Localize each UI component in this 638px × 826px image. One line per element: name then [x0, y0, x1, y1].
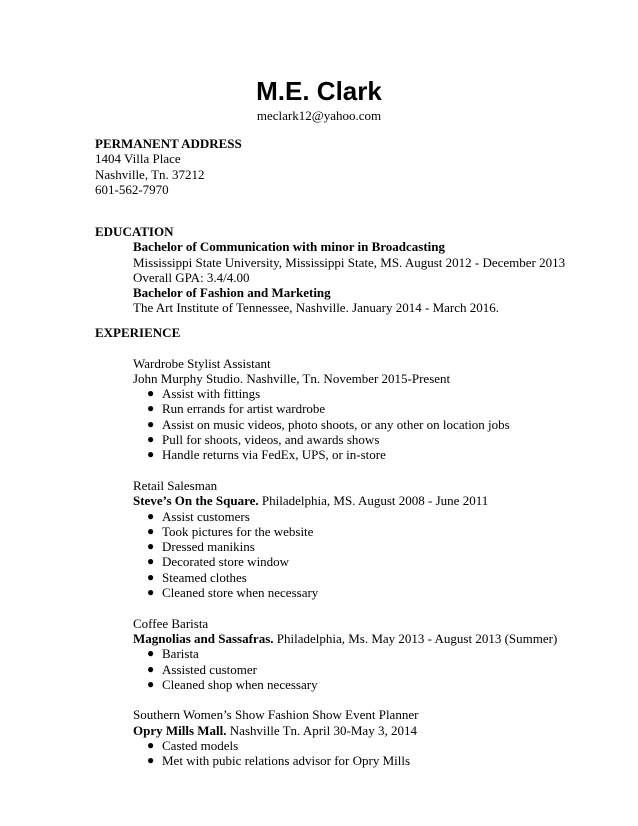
list-item: ● Assist with fittings: [147, 386, 261, 402]
list-item: ● Casted models: [147, 738, 239, 754]
job-details: [95, 631, 557, 646]
school-1: Mississippi State University, Mississippi State, MS. August 2012 - December 2013: [133, 254, 566, 270]
bullet-icon: ●: [147, 661, 155, 676]
school-2: The Art Institute of Tennessee, Nashville. January 2014 - March 2016.: [133, 300, 500, 316]
education-section: [95, 224, 565, 316]
list-item: ● Cleaned store when necessary: [147, 585, 319, 601]
address-line-2: Nashville, Tn. 37212: [95, 166, 205, 182]
job-entry: [95, 478, 557, 600]
list-item: ● Assisted customer: [147, 661, 257, 677]
bullet-icon: ●: [147, 585, 155, 600]
list-item: ● Took pictures for the website: [147, 523, 314, 539]
list-item: ● Run errands for artist wardrobe: [147, 401, 326, 417]
job-title: Southern Women’s Show Fashion Show Event Planner: [133, 707, 419, 723]
degree-2: Bachelor of Fashion and Marketing: [133, 285, 331, 301]
bullet-icon: ●: [147, 539, 155, 554]
job-location-dates: Philadelphia, MS. August 2008 - June 2011: [258, 493, 489, 509]
job-location-dates: John Murphy Studio. Nashville, Tn. November 2015-Present: [133, 370, 451, 386]
job-entry: [95, 707, 557, 768]
list-item: ● Dressed manikins: [147, 539, 255, 555]
job-entry: [95, 616, 557, 692]
address-line-1: 1404 Villa Place: [95, 151, 181, 167]
job-details: [95, 723, 557, 738]
bullet-icon: ●: [147, 432, 155, 447]
bullet-icon: ●: [147, 386, 155, 401]
job-details: [95, 493, 557, 508]
job-entry: [95, 356, 557, 463]
job-duties: [95, 386, 557, 462]
list-item: ● Assist on music videos, photo shoots, or any other on location jobs: [147, 416, 510, 432]
bullet-icon: ●: [147, 447, 155, 462]
list-item: ● Steamed clothes: [147, 569, 247, 585]
list-item: ● Assist customers: [147, 508, 250, 524]
list-item: ● Handle returns via FedEx, UPS, or in-store: [147, 447, 386, 463]
job-duties: [95, 646, 557, 692]
bullet-icon: ●: [147, 523, 155, 538]
phone-number: 601-562-7970: [95, 181, 169, 197]
job-duties: [95, 738, 557, 769]
email-address: meclark12@yahoo.com: [256, 108, 382, 123]
experience-section: [95, 325, 557, 769]
job-title: Wardrobe Stylist Assistant: [133, 355, 271, 371]
bullet-icon: ●: [147, 738, 155, 753]
bullet-icon: ●: [147, 508, 155, 523]
bullet-icon: ●: [147, 401, 155, 416]
bullet-icon: ●: [147, 676, 155, 691]
bullet-icon: ●: [147, 569, 155, 584]
address-heading: PERMANENT ADDRESS: [95, 136, 242, 151]
job-employer: Opry Mills Mall.: [133, 722, 227, 738]
resume-name: M.E. Clark: [256, 76, 382, 106]
job-title: Retail Salesman: [133, 477, 218, 493]
experience-heading: EXPERIENCE: [95, 325, 181, 340]
list-item: ● Decorated store window: [147, 554, 290, 570]
bullet-icon: ●: [147, 554, 155, 569]
job-location-dates: Nashville Tn. April 30-May 3, 2014: [226, 722, 417, 738]
job-employer: Steve’s On the Square.: [133, 493, 259, 509]
address-section: [95, 136, 242, 197]
list-item: ● Pull for shoots, videos, and awards shows: [147, 432, 380, 448]
education-heading: EDUCATION: [95, 224, 174, 239]
list-item: ● Barista: [147, 646, 199, 662]
bullet-icon: ●: [147, 646, 155, 661]
gpa-1: Overall GPA: 3.4/4.00: [133, 269, 250, 285]
bullet-icon: ●: [147, 753, 155, 768]
bullet-icon: ●: [147, 416, 155, 431]
job-location-dates: Philadelphia, Ms. May 2013 - August 2013 (Summer): [273, 630, 558, 646]
job-title: Coffee Barista: [133, 615, 209, 631]
job-details: [95, 371, 557, 386]
degree-1: Bachelor of Communication with minor in Broadcasting: [133, 239, 446, 255]
list-item: ● Cleaned shop when necessary: [147, 676, 318, 692]
job-employer: Magnolias and Sassafras.: [133, 630, 274, 646]
list-item: ● Met with pubic relations advisor for Opry Mills: [147, 753, 411, 769]
job-duties: [95, 509, 557, 601]
